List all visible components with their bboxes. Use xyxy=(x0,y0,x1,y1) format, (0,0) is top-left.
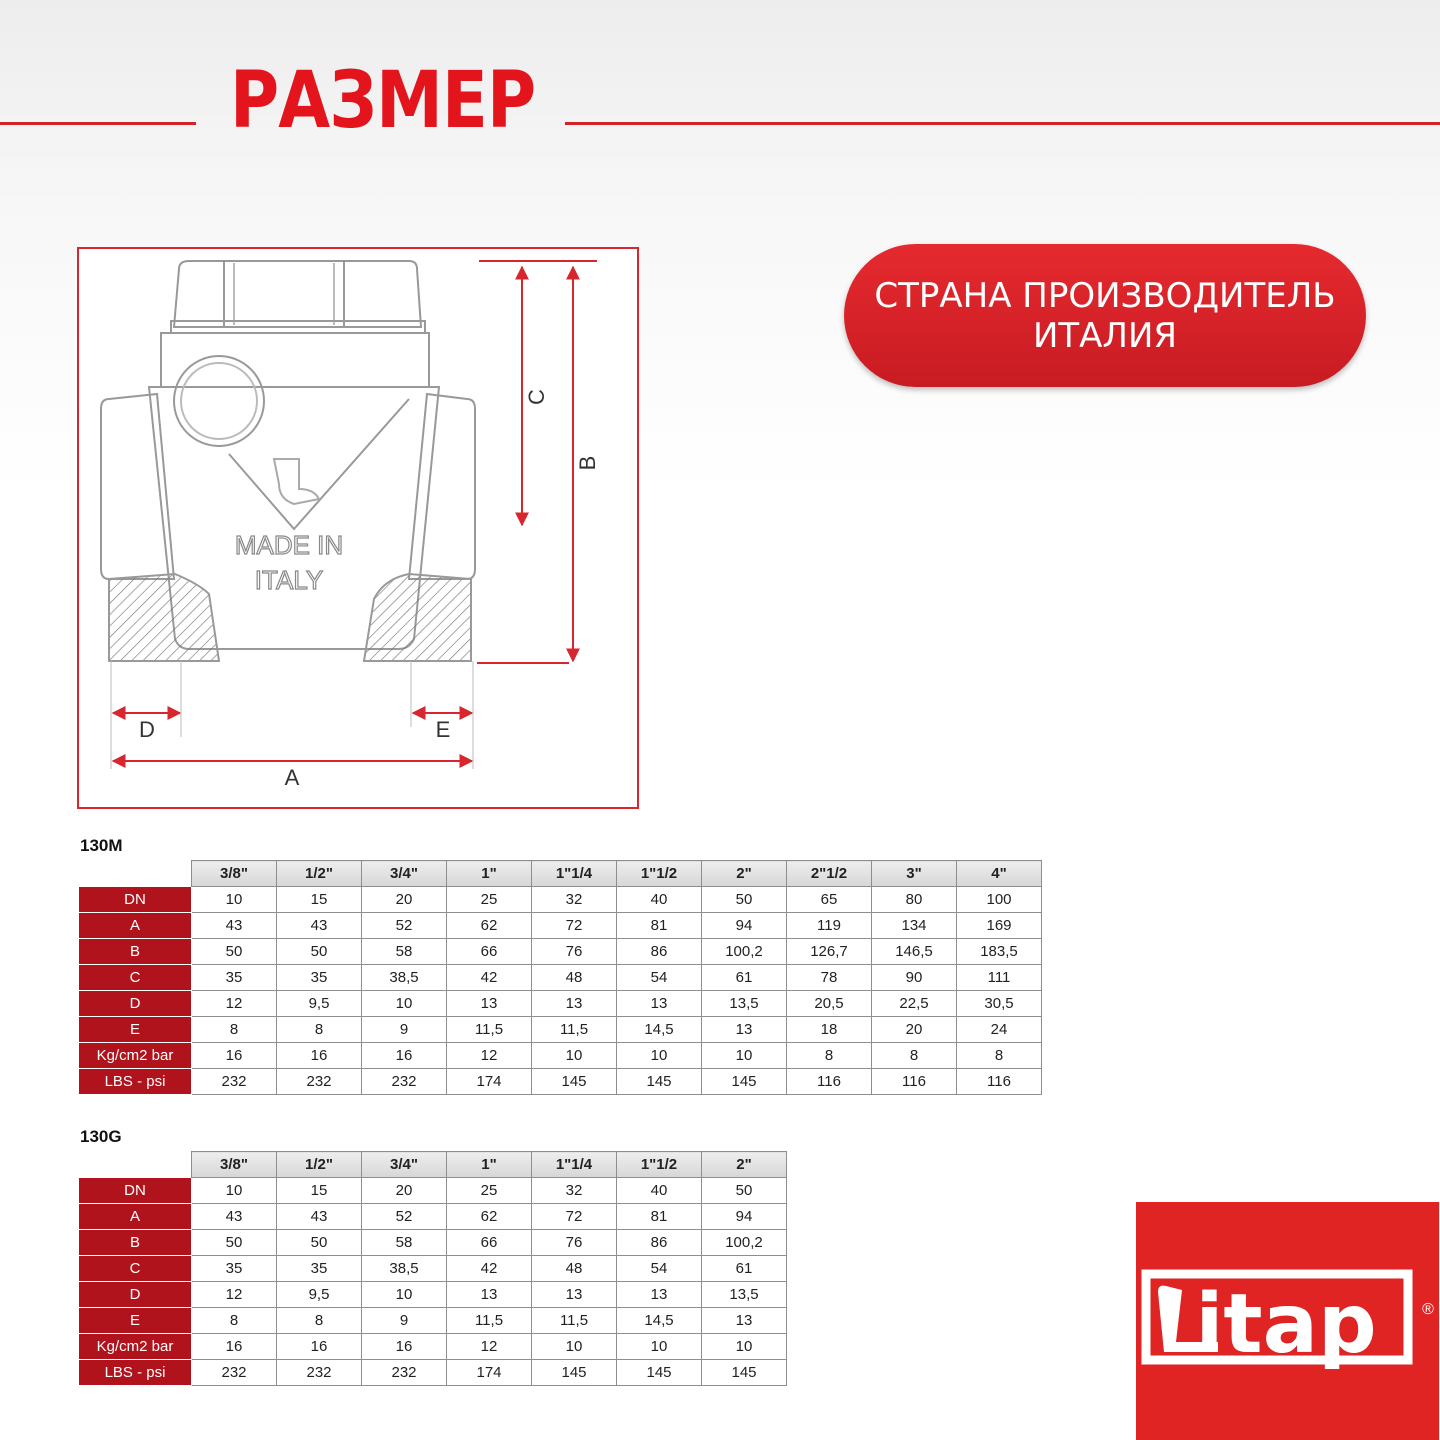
table-cell: 52 xyxy=(362,913,447,939)
size-column-header: 1/2" xyxy=(277,1152,362,1178)
table-cell: 42 xyxy=(447,965,532,991)
table-cell: 169 xyxy=(957,913,1042,939)
casting-text-line2: ITALY xyxy=(254,565,324,595)
table-cell: 10 xyxy=(192,1178,277,1204)
size-column-header: 2" xyxy=(702,1152,787,1178)
table-row xyxy=(79,1230,787,1256)
table-cell: 20 xyxy=(872,1017,957,1043)
row-header: LBS - psi xyxy=(79,1069,192,1095)
table-cell: 43 xyxy=(277,913,362,939)
size-column-header: 1"1/2 xyxy=(617,861,702,887)
table-cell: 13 xyxy=(532,991,617,1017)
table-cell: 145 xyxy=(702,1069,787,1095)
row-header: D xyxy=(79,991,192,1017)
table-cell: 232 xyxy=(362,1360,447,1386)
registered-mark: ® xyxy=(1422,1301,1434,1318)
table-cell: 13,5 xyxy=(702,991,787,1017)
table-cell: 183,5 xyxy=(957,939,1042,965)
table-cell: 52 xyxy=(362,1204,447,1230)
table-cell: 145 xyxy=(532,1069,617,1095)
table-cell: 10 xyxy=(617,1334,702,1360)
table-cell: 12 xyxy=(447,1043,532,1069)
table-corner xyxy=(79,861,192,887)
table-cell: 9 xyxy=(362,1308,447,1334)
table-cell: 100,2 xyxy=(702,1230,787,1256)
table-row xyxy=(79,1178,787,1204)
model-label-130g: 130G xyxy=(80,1127,122,1146)
table-cell: 8 xyxy=(787,1043,872,1069)
table-cell: 10 xyxy=(617,1043,702,1069)
page-title: РАЗМЕР xyxy=(230,56,536,146)
table-cell: 145 xyxy=(532,1360,617,1386)
table-cell: 16 xyxy=(277,1043,362,1069)
thread-section-right xyxy=(364,574,471,661)
size-column-header: 3/4" xyxy=(362,1152,447,1178)
table-row xyxy=(79,1308,787,1334)
table-cell: 119 xyxy=(787,913,872,939)
table-cell: 100,2 xyxy=(702,939,787,965)
table-cell: 11,5 xyxy=(532,1308,617,1334)
row-header: Kg/cm2 bar xyxy=(79,1334,192,1360)
table-cell: 13 xyxy=(702,1308,787,1334)
table-row xyxy=(79,1334,787,1360)
size-column-header: 3/4" xyxy=(362,861,447,887)
table-cell: 43 xyxy=(192,1204,277,1230)
table-cell: 8 xyxy=(192,1308,277,1334)
table-cell: 18 xyxy=(787,1017,872,1043)
row-header: C xyxy=(79,965,192,991)
country-badge-line1: СТРАНА ПРОИЗВОДИТЕЛЬ xyxy=(874,275,1336,316)
table-cell: 13 xyxy=(617,1282,702,1308)
table-cell: 61 xyxy=(702,965,787,991)
table-cell: 13 xyxy=(447,1282,532,1308)
table-cell: 94 xyxy=(702,1204,787,1230)
table-cell: 43 xyxy=(277,1204,362,1230)
table-cell: 174 xyxy=(447,1069,532,1095)
dimension-label-e: E xyxy=(435,717,451,742)
size-column-header: 2"1/2 xyxy=(787,861,872,887)
table-cell: 48 xyxy=(532,965,617,991)
table-cell: 25 xyxy=(447,887,532,913)
title-rule-left xyxy=(0,122,196,125)
table-cell: 8 xyxy=(957,1043,1042,1069)
table-cell: 232 xyxy=(192,1360,277,1386)
itap-logo xyxy=(1136,1202,1439,1440)
row-header: DN xyxy=(79,1178,192,1204)
table-cell: 10 xyxy=(192,887,277,913)
dimension-label-a: A xyxy=(284,765,300,790)
table-cell: 12 xyxy=(192,1282,277,1308)
table-cell: 232 xyxy=(362,1069,447,1095)
table-cell: 72 xyxy=(532,913,617,939)
dimension-label-b: B xyxy=(575,455,600,471)
row-header: E xyxy=(79,1017,192,1043)
table-cell: 40 xyxy=(617,1178,702,1204)
table-cell: 50 xyxy=(192,1230,277,1256)
table-cell: 50 xyxy=(702,1178,787,1204)
table-cell: 174 xyxy=(447,1360,532,1386)
table-cell: 15 xyxy=(277,887,362,913)
table-row xyxy=(79,1256,787,1282)
table-cell: 13,5 xyxy=(702,1282,787,1308)
table-cell: 81 xyxy=(617,1204,702,1230)
title-rule-right xyxy=(565,122,1440,125)
table-cell: 232 xyxy=(277,1069,362,1095)
table-cell: 48 xyxy=(532,1256,617,1282)
row-header: B xyxy=(79,939,192,965)
table-cell: 8 xyxy=(277,1308,362,1334)
table-cell: 8 xyxy=(192,1017,277,1043)
table-cell: 10 xyxy=(532,1043,617,1069)
table-cell: 8 xyxy=(277,1017,362,1043)
table-cell: 54 xyxy=(617,965,702,991)
table-cell: 145 xyxy=(617,1069,702,1095)
row-header: LBS - psi xyxy=(79,1360,192,1386)
table-cell: 50 xyxy=(277,1230,362,1256)
table-cell: 134 xyxy=(872,913,957,939)
size-column-header: 1"1/4 xyxy=(532,861,617,887)
row-header: Kg/cm2 bar xyxy=(79,1043,192,1069)
table-cell: 10 xyxy=(362,1282,447,1308)
table-row xyxy=(79,939,1042,965)
table-cell: 145 xyxy=(702,1360,787,1386)
table-cell: 54 xyxy=(617,1256,702,1282)
table-cell: 25 xyxy=(447,1178,532,1204)
table-cell: 50 xyxy=(192,939,277,965)
table-cell: 14,5 xyxy=(617,1017,702,1043)
table-cell: 11,5 xyxy=(447,1017,532,1043)
table-cell: 10 xyxy=(362,991,447,1017)
table-cell: 94 xyxy=(702,913,787,939)
row-header: DN xyxy=(79,887,192,913)
table-cell: 80 xyxy=(872,887,957,913)
table-cell: 10 xyxy=(532,1334,617,1360)
table-cell: 116 xyxy=(787,1069,872,1095)
table-row xyxy=(79,965,1042,991)
size-column-header: 1"1/2 xyxy=(617,1152,702,1178)
table-cell: 11,5 xyxy=(447,1308,532,1334)
table-cell: 22,5 xyxy=(872,991,957,1017)
table-cell: 30,5 xyxy=(957,991,1042,1017)
table-row xyxy=(79,913,1042,939)
table-cell: 66 xyxy=(447,939,532,965)
table-cell: 100 xyxy=(957,887,1042,913)
table-row xyxy=(79,1017,1042,1043)
table-cell: 12 xyxy=(447,1334,532,1360)
row-header: B xyxy=(79,1230,192,1256)
table-cell: 16 xyxy=(362,1334,447,1360)
table-cell: 32 xyxy=(532,1178,617,1204)
table-cell: 58 xyxy=(362,1230,447,1256)
table-cell: 14,5 xyxy=(617,1308,702,1334)
table-cell: 72 xyxy=(532,1204,617,1230)
table-row xyxy=(79,1043,1042,1069)
model-label-130m: 130M xyxy=(80,836,123,855)
table-cell: 58 xyxy=(362,939,447,965)
table-cell: 50 xyxy=(277,939,362,965)
table-cell: 16 xyxy=(362,1043,447,1069)
table-cell: 35 xyxy=(277,965,362,991)
table-cell: 116 xyxy=(957,1069,1042,1095)
dimension-label-c: C xyxy=(524,389,549,405)
country-badge xyxy=(844,244,1366,387)
table-cell: 66 xyxy=(447,1230,532,1256)
table-cell: 76 xyxy=(532,1230,617,1256)
table-cell: 81 xyxy=(617,913,702,939)
size-column-header: 3/8" xyxy=(192,1152,277,1178)
table-cell: 35 xyxy=(192,1256,277,1282)
table-cell: 38,5 xyxy=(362,965,447,991)
table-row xyxy=(79,1069,1042,1095)
table-cell: 20,5 xyxy=(787,991,872,1017)
table-cell: 146,5 xyxy=(872,939,957,965)
dimension-lines xyxy=(113,261,597,761)
row-header: C xyxy=(79,1256,192,1282)
size-header-row xyxy=(79,861,1042,887)
size-column-header: 4" xyxy=(957,861,1042,887)
logo-wordmark: itap xyxy=(1195,1277,1377,1372)
table-cell: 126,7 xyxy=(787,939,872,965)
table-cell: 40 xyxy=(617,887,702,913)
table-cell: 90 xyxy=(872,965,957,991)
row-header: E xyxy=(79,1308,192,1334)
table-cell: 9,5 xyxy=(277,1282,362,1308)
size-column-header: 3/8" xyxy=(192,861,277,887)
size-column-header: 1" xyxy=(447,861,532,887)
table-row xyxy=(79,991,1042,1017)
table-cell: 9 xyxy=(362,1017,447,1043)
table-corner xyxy=(79,1152,192,1178)
table-row xyxy=(79,887,1042,913)
table-cell: 8 xyxy=(872,1043,957,1069)
row-header: A xyxy=(79,1204,192,1230)
table-cell: 10 xyxy=(702,1334,787,1360)
country-badge-line2: ИТАЛИЯ xyxy=(1032,315,1178,356)
spec-table-130m xyxy=(78,860,1042,1095)
table-cell: 62 xyxy=(447,913,532,939)
table-cell: 10 xyxy=(702,1043,787,1069)
row-header: D xyxy=(79,1282,192,1308)
table-cell: 20 xyxy=(362,1178,447,1204)
table-cell: 16 xyxy=(277,1334,362,1360)
table-cell: 38,5 xyxy=(362,1256,447,1282)
table-cell: 145 xyxy=(617,1360,702,1386)
row-header: A xyxy=(79,913,192,939)
table-cell: 61 xyxy=(702,1256,787,1282)
table-cell: 62 xyxy=(447,1204,532,1230)
table-cell: 43 xyxy=(192,913,277,939)
table-cell: 116 xyxy=(872,1069,957,1095)
size-column-header: 1" xyxy=(447,1152,532,1178)
table-row xyxy=(79,1204,787,1230)
table-cell: 13 xyxy=(617,991,702,1017)
table-cell: 32 xyxy=(532,887,617,913)
table-cell: 13 xyxy=(702,1017,787,1043)
table-cell: 42 xyxy=(447,1256,532,1282)
table-cell: 35 xyxy=(277,1256,362,1282)
table-cell: 24 xyxy=(957,1017,1042,1043)
table-cell: 16 xyxy=(192,1043,277,1069)
table-cell: 20 xyxy=(362,887,447,913)
table-cell: 11,5 xyxy=(532,1017,617,1043)
size-column-header: 3" xyxy=(872,861,957,887)
table-cell: 13 xyxy=(532,1282,617,1308)
table-cell: 232 xyxy=(277,1360,362,1386)
table-cell: 86 xyxy=(617,1230,702,1256)
size-column-header: 2" xyxy=(702,861,787,887)
table-cell: 232 xyxy=(192,1069,277,1095)
table-cell: 9,5 xyxy=(277,991,362,1017)
size-column-header: 1"1/4 xyxy=(532,1152,617,1178)
size-header-row xyxy=(79,1152,787,1178)
size-column-header: 1/2" xyxy=(277,861,362,887)
table-cell: 13 xyxy=(447,991,532,1017)
valve-technical-drawing xyxy=(77,247,639,809)
thread-section-left xyxy=(109,574,219,661)
table-cell: 86 xyxy=(617,939,702,965)
casting-text-line1: MADE IN xyxy=(234,530,344,560)
table-row xyxy=(79,1360,787,1386)
table-cell: 50 xyxy=(702,887,787,913)
table-cell: 111 xyxy=(957,965,1042,991)
table-cell: 35 xyxy=(192,965,277,991)
dimension-label-d: D xyxy=(139,717,155,742)
table-cell: 16 xyxy=(192,1334,277,1360)
table-cell: 15 xyxy=(277,1178,362,1204)
table-cell: 65 xyxy=(787,887,872,913)
table-cell: 76 xyxy=(532,939,617,965)
table-cell: 78 xyxy=(787,965,872,991)
spec-table-130g xyxy=(78,1151,787,1386)
table-row xyxy=(79,1282,787,1308)
table-cell: 12 xyxy=(192,991,277,1017)
